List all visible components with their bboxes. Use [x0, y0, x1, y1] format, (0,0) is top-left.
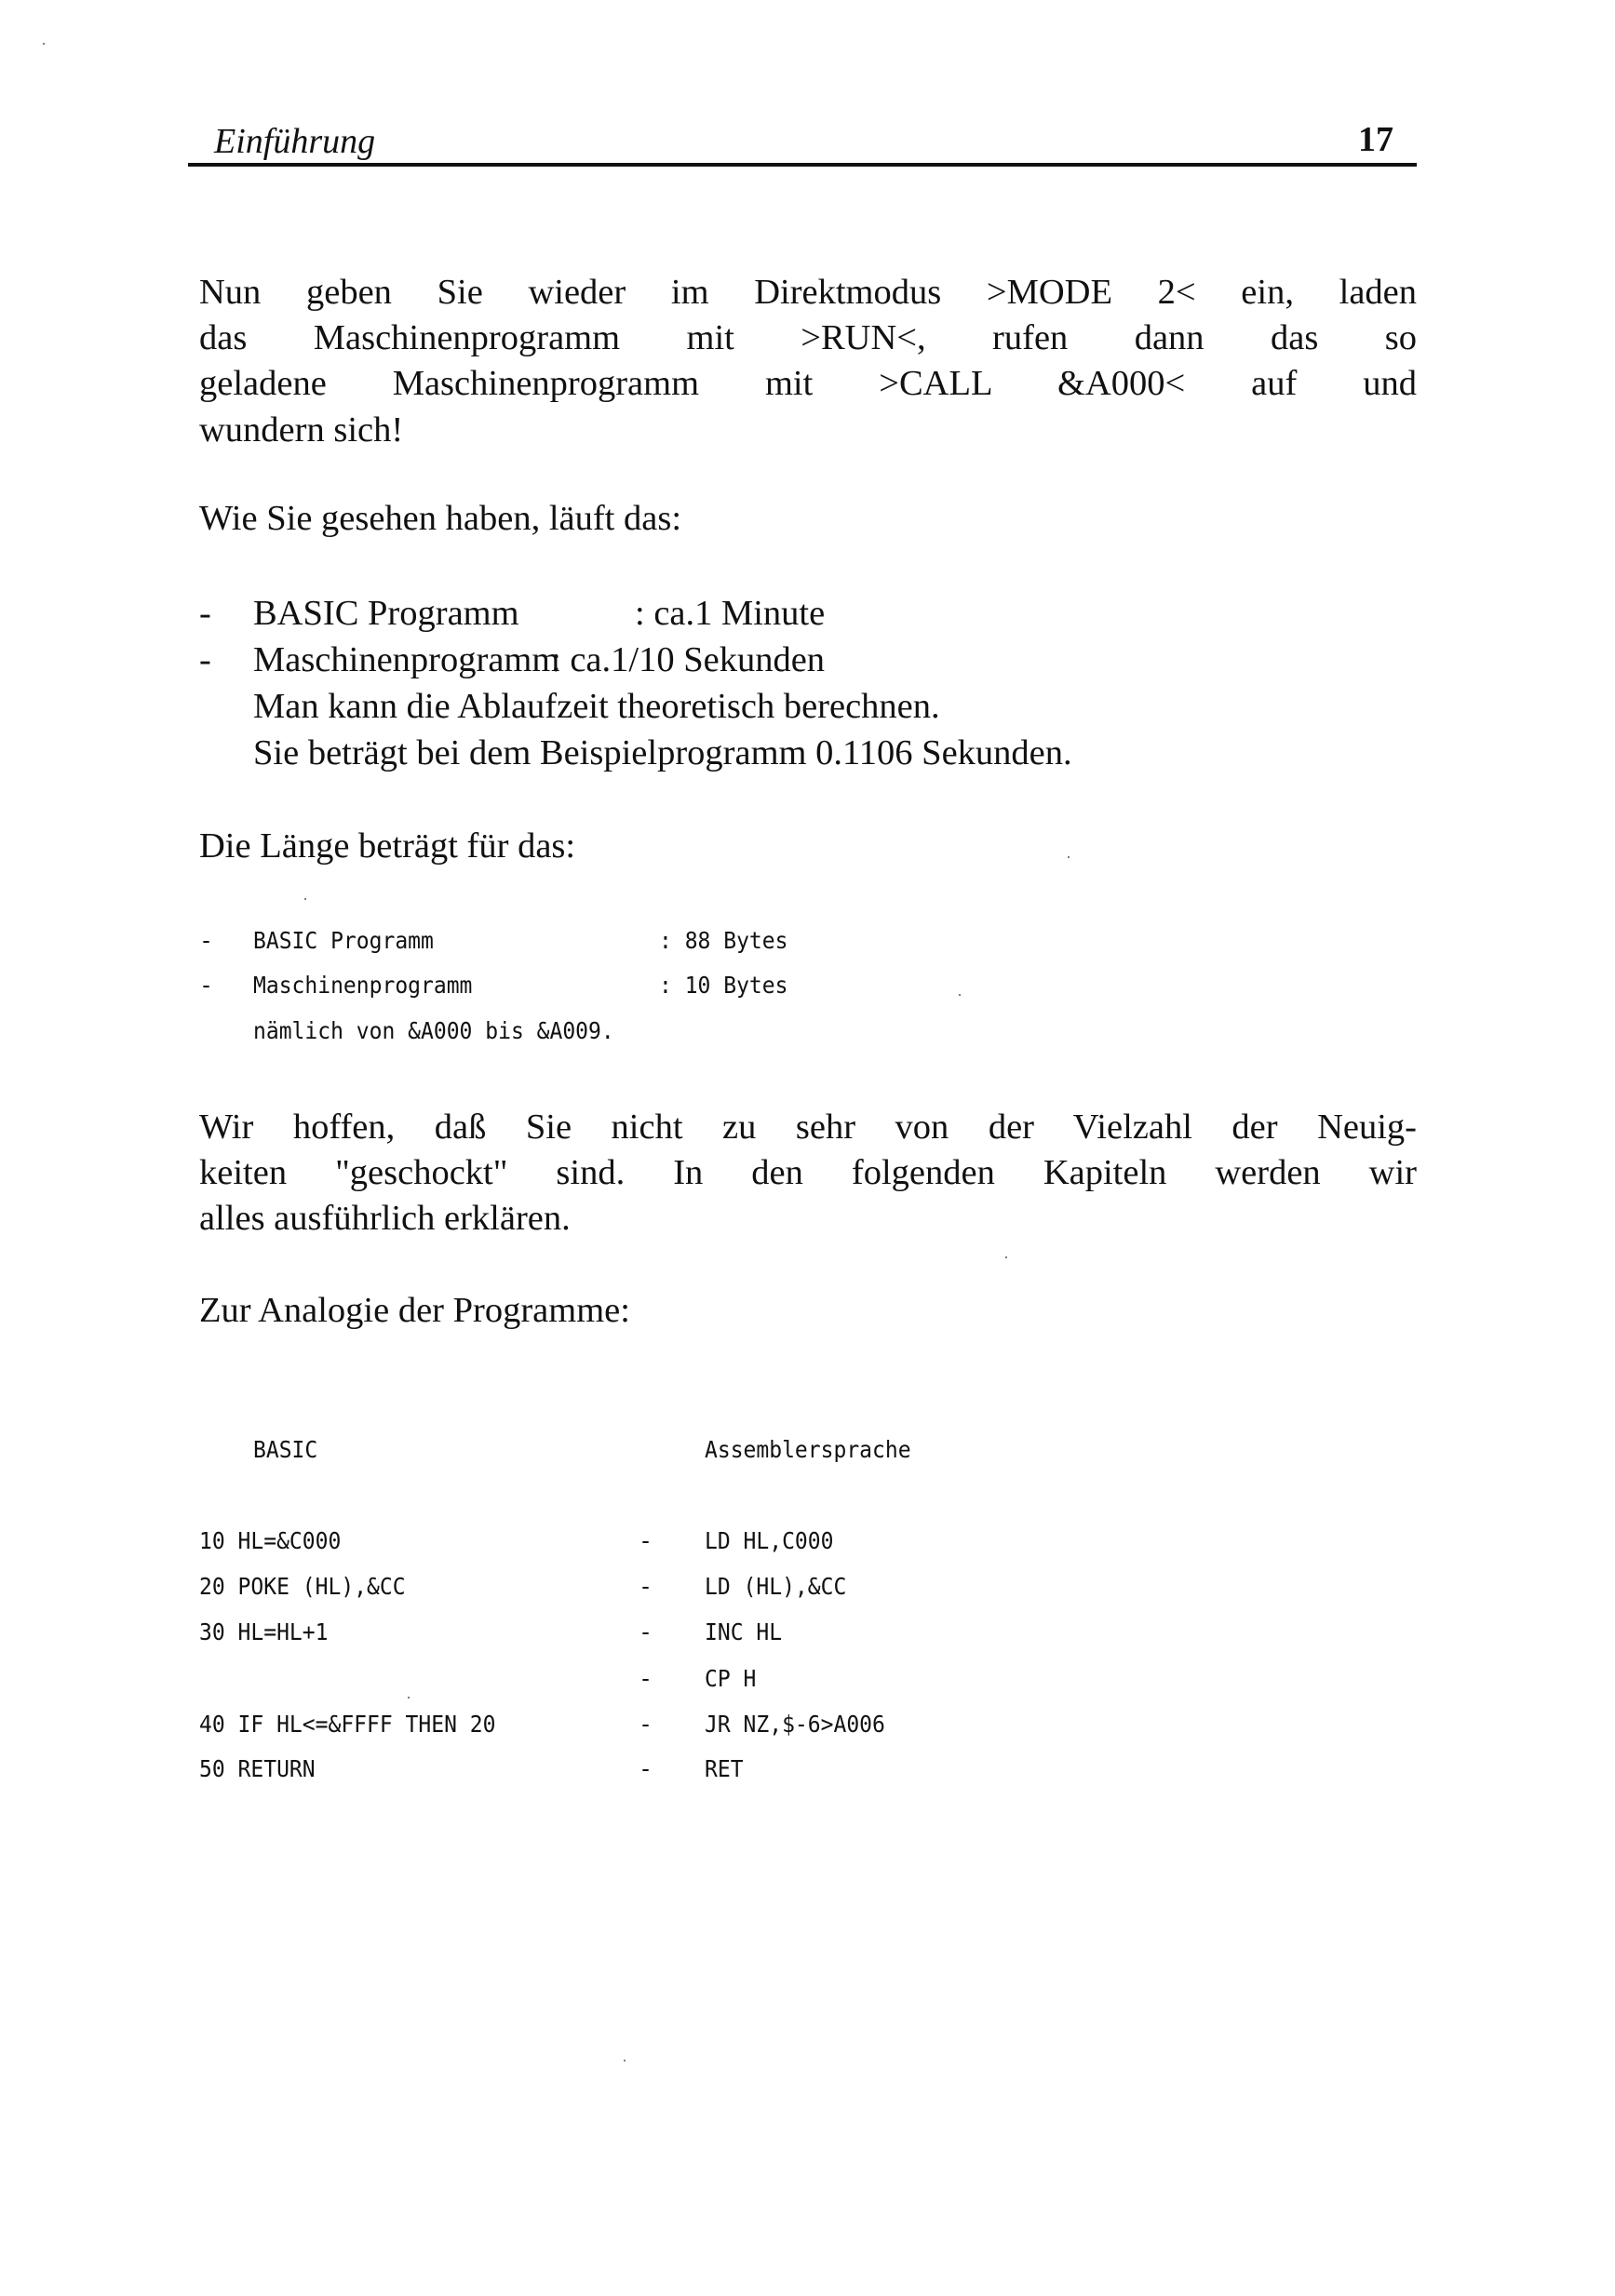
column-header-basic: BASIC [253, 1436, 318, 1463]
row-separator: - [639, 1711, 653, 1738]
text-line: wundern sich! [199, 410, 404, 450]
page-number: 17 [1358, 120, 1393, 159]
basic-line: 30 HL=HL+1 [199, 1618, 329, 1645]
basic-line: 10 HL=&C000 [199, 1527, 342, 1554]
runtime-note: Sie beträgt bei dem Beispielprogramm 0.1106 Sekunden. [253, 733, 1072, 772]
column-header-asm: Assemblersprache [705, 1436, 911, 1463]
row-separator: - [639, 1527, 653, 1554]
list-bullet: - [199, 594, 211, 633]
text-line: das Maschinenprogramm mit >RUN<, rufen dann das so [199, 318, 1417, 357]
asm-line: JR NZ,$-6>A006 [705, 1711, 885, 1738]
text-line: alles ausführlich erklären. [199, 1199, 571, 1238]
scan-speck [1068, 856, 1070, 858]
asm-line: LD HL,C000 [705, 1527, 834, 1554]
runtime-note: Man kann die Ablaufzeit theoretisch berechnen. [253, 687, 940, 726]
basic-line: 50 RETURN [199, 1755, 316, 1782]
length-value: : 88 Bytes [659, 927, 788, 954]
scan-speck [43, 43, 45, 45]
scan-speck [1005, 1256, 1007, 1258]
runtime-label: BASIC Programm [253, 594, 519, 633]
asm-line: CP H [705, 1665, 757, 1692]
list-bullet: - [199, 927, 214, 954]
runtime-value: : ca.1/10 Sekunden [551, 640, 826, 679]
row-separator: - [639, 1573, 653, 1600]
chapter-title: Einführung [214, 122, 376, 161]
asm-line: INC HL [705, 1618, 783, 1645]
runtime-value: : ca.1 Minute [635, 594, 826, 633]
scan-speck [624, 2060, 626, 2061]
asm-line: LD (HL),&CC [705, 1573, 847, 1600]
analogy-intro: Zur Analogie der Programme: [199, 1291, 630, 1330]
length-value: : 10 Bytes [659, 972, 788, 999]
text-line: keiten "geschockt" sind. In den folgenden Kapiteln werden wir [199, 1153, 1417, 1192]
list-bullet: - [199, 640, 211, 679]
row-separator: - [639, 1618, 653, 1645]
length-label: Maschinenprogramm [253, 972, 473, 999]
basic-line: 40 IF HL<=&FFFF THEN 20 [199, 1711, 496, 1738]
row-separator: - [639, 1665, 653, 1692]
list-bullet: - [199, 972, 214, 999]
length-label: BASIC Programm [253, 927, 434, 954]
text-line: geladene Maschinenprogramm mit >CALL &A000< auf und [199, 364, 1417, 403]
basic-line: 20 POKE (HL),&CC [199, 1573, 406, 1600]
row-separator: - [639, 1755, 653, 1782]
scan-speck [408, 1697, 410, 1699]
length-intro: Die Länge beträgt für das: [199, 826, 576, 866]
text-line: Wir hoffen, daß Sie nicht zu sehr von der Vielzahl der Neuig- [199, 1108, 1417, 1147]
scan-speck [959, 994, 961, 996]
length-note: nämlich von &A000 bis &A009. [253, 1017, 614, 1044]
runtime-label: Maschinenprogramm [253, 640, 560, 679]
text-line: Nun geben Sie wieder im Direktmodus >MODE 2< ein, laden [199, 273, 1417, 312]
scan-speck [304, 898, 306, 900]
asm-line: RET [705, 1755, 744, 1782]
header-rule [188, 163, 1417, 167]
runtime-intro: Wie Sie gesehen haben, läuft das: [199, 499, 682, 538]
